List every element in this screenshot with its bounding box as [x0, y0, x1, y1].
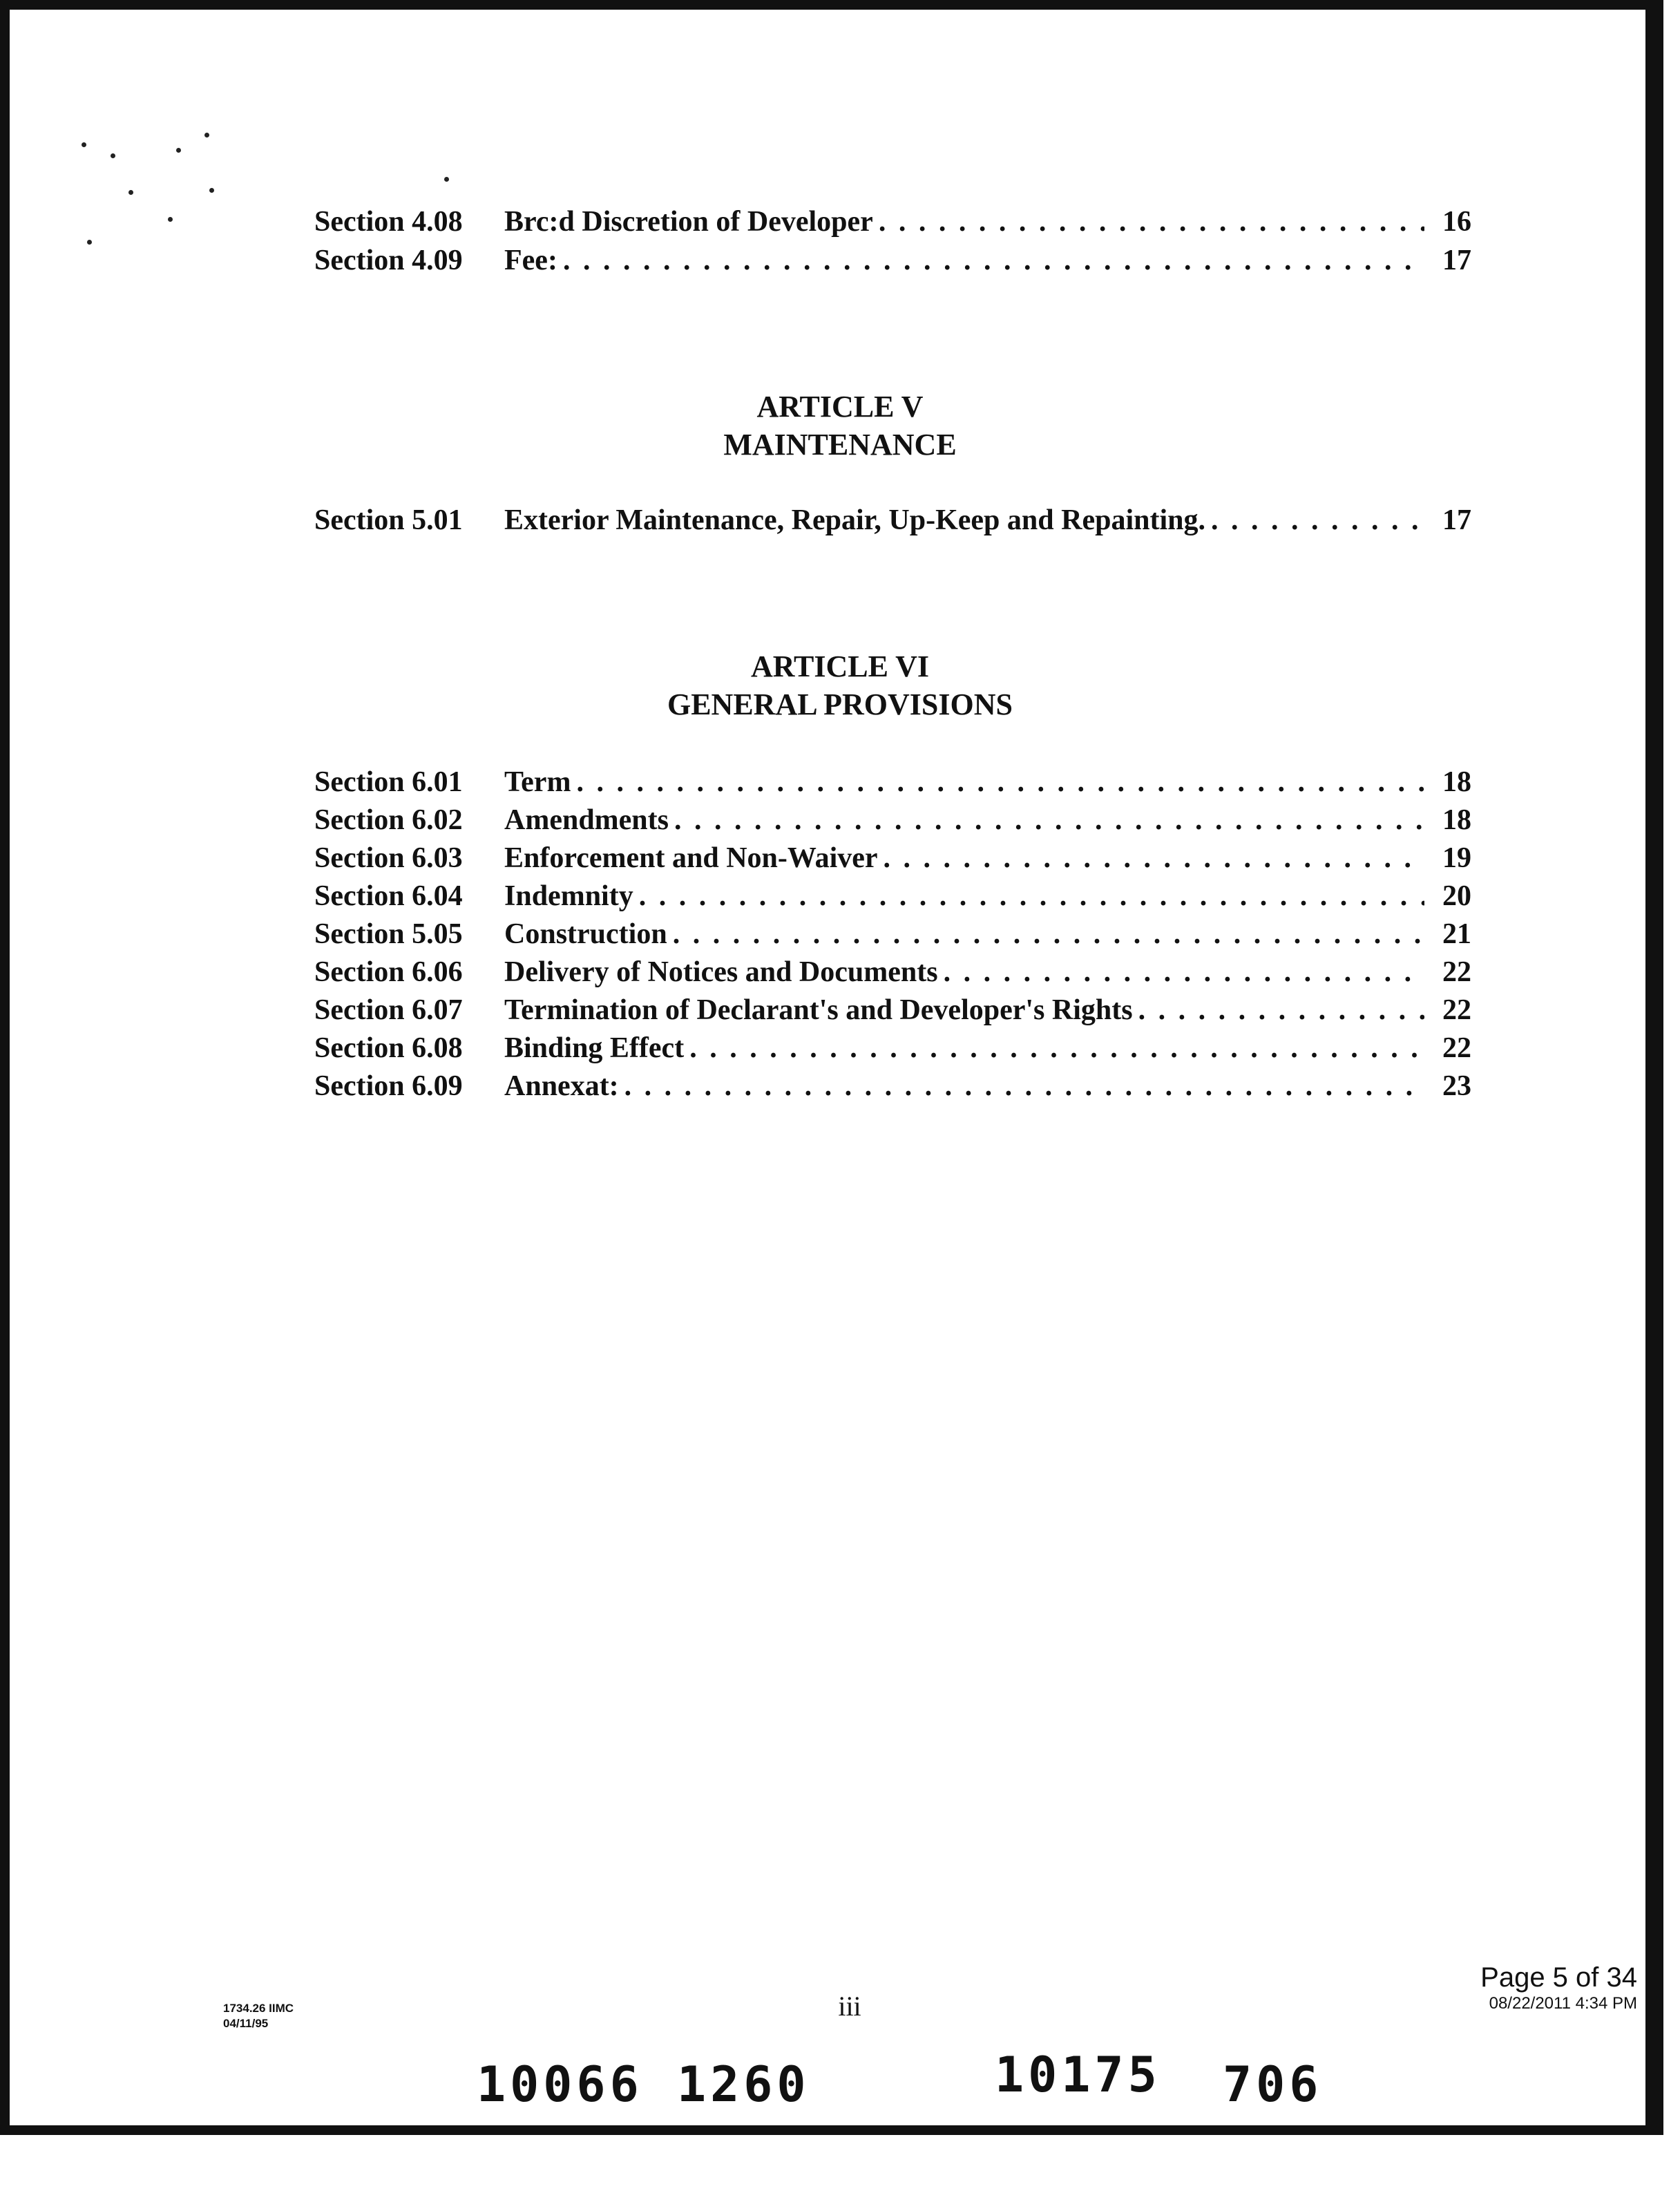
toc-page-number: 20: [1442, 880, 1471, 912]
toc-entry: [314, 877, 1471, 915]
article-heading: GENERAL PROVISIONS: [667, 687, 1013, 721]
toc-entry: [314, 1029, 1471, 1067]
toc-section-title: Construction: [504, 918, 667, 950]
scan-speck: [87, 240, 92, 245]
document-code: [223, 2001, 294, 2031]
toc-entry: [314, 915, 1471, 953]
toc-leader-dots: [944, 953, 1424, 991]
page-of-label: Page 5 of 34: [1480, 1962, 1637, 1993]
toc-leader-dots: [563, 242, 1424, 279]
toc-section-number: Section 4.08: [314, 206, 463, 238]
toc-section-number: Section 5.01: [314, 504, 463, 536]
toc-section-number: Section 6.01: [314, 766, 463, 798]
toc-section-title: Brc:d Discretion of Developer: [504, 206, 873, 238]
scan-speck: [209, 188, 214, 193]
toc-section-number: Section 4.09: [314, 245, 463, 276]
document-code-line: 1734.26 IIMC: [223, 2002, 294, 2015]
toc-page-number: 22: [1442, 994, 1471, 1026]
toc-section-title: Delivery of Notices and Documents: [504, 956, 938, 988]
scan-speck: [111, 153, 115, 158]
toc-page-number: 18: [1442, 766, 1471, 798]
scan-speck: [204, 133, 209, 137]
scan-speck: [168, 217, 173, 222]
toc-leader-dots: [884, 839, 1424, 877]
print-timestamp: 08/22/2011 4:34 PM: [1489, 1994, 1637, 2013]
toc-entry: [314, 203, 1471, 240]
toc-leader-dots: [674, 801, 1424, 839]
article-heading: MAINTENANCE: [723, 428, 957, 462]
toc-entry: [314, 991, 1471, 1029]
toc-section-title: Annexat:: [504, 1070, 619, 1102]
scan-speck: [444, 177, 449, 182]
roman-page-number: iii: [838, 1991, 861, 2022]
toc-entry: [314, 953, 1471, 991]
toc-section-number: Section 6.03: [314, 842, 463, 874]
toc-page-number: 18: [1442, 804, 1471, 836]
toc-entry: [314, 502, 1471, 539]
article-number: ARTICLE V: [756, 390, 924, 424]
toc-section-title: Indemnity: [504, 880, 633, 912]
toc-page-number: 23: [1442, 1070, 1471, 1102]
toc-page-number: 22: [1442, 1032, 1471, 1064]
toc-entry: [314, 839, 1471, 877]
toc-leader-dots: [1211, 502, 1424, 539]
stamp-number: 1260: [677, 2056, 810, 2113]
toc-page-number: 19: [1442, 842, 1471, 874]
toc-page-number: 22: [1442, 956, 1471, 988]
toc-section-number: Section 6.08: [314, 1032, 463, 1064]
scan-speck: [128, 190, 133, 195]
toc-leader-dots: [624, 1067, 1424, 1105]
stamp-number: 10066: [477, 2056, 643, 2113]
article-number: ARTICLE VI: [750, 649, 930, 683]
toc-entry: [314, 242, 1471, 279]
toc-leader-dots: [673, 915, 1424, 953]
toc-leader-dots: [576, 763, 1424, 801]
toc-section-title: Binding Effect: [504, 1032, 685, 1064]
toc-section-number: Section 6.07: [314, 994, 463, 1026]
toc-section-number: Section 6.09: [314, 1070, 463, 1102]
toc-leader-dots: [639, 877, 1424, 915]
toc-section-title: Exterior Maintenance, Repair, Up-Keep and Repainting.: [504, 504, 1205, 536]
toc-entry: [314, 763, 1471, 801]
scan-speck: [176, 148, 181, 153]
toc-section-title: Termination of Declarant's and Developer's Rights: [504, 994, 1133, 1026]
toc-page-number: 17: [1442, 245, 1471, 276]
toc-section-number: Section 6.04: [314, 880, 463, 912]
toc-section-number: Section 6.06: [314, 956, 463, 988]
page-counter: [1402, 1961, 1637, 2013]
toc-page-number: 21: [1442, 918, 1471, 950]
stamp-number: 706: [1223, 2056, 1323, 2113]
toc-section-number: Section 5.05: [314, 918, 463, 950]
toc-section-number: Section 6.02: [314, 804, 463, 836]
toc-section-title: Term: [504, 766, 571, 798]
toc-leader-dots: [689, 1029, 1424, 1067]
toc-entry: [314, 801, 1471, 839]
scan-speck: [82, 142, 86, 147]
toc-section-title: Amendments: [504, 804, 669, 836]
toc-page-number: 16: [1442, 206, 1471, 238]
toc-section-title: Fee:: [504, 245, 557, 276]
document-date-line: 04/11/95: [223, 2017, 269, 2030]
stamp-number: 10175: [995, 2047, 1161, 2103]
toc-section-title: Enforcement and Non-Waiver: [504, 842, 878, 874]
toc-page-number: 17: [1442, 504, 1471, 536]
toc-leader-dots: [879, 203, 1424, 240]
toc-leader-dots: [1138, 991, 1424, 1029]
toc-entry: [314, 1067, 1471, 1105]
